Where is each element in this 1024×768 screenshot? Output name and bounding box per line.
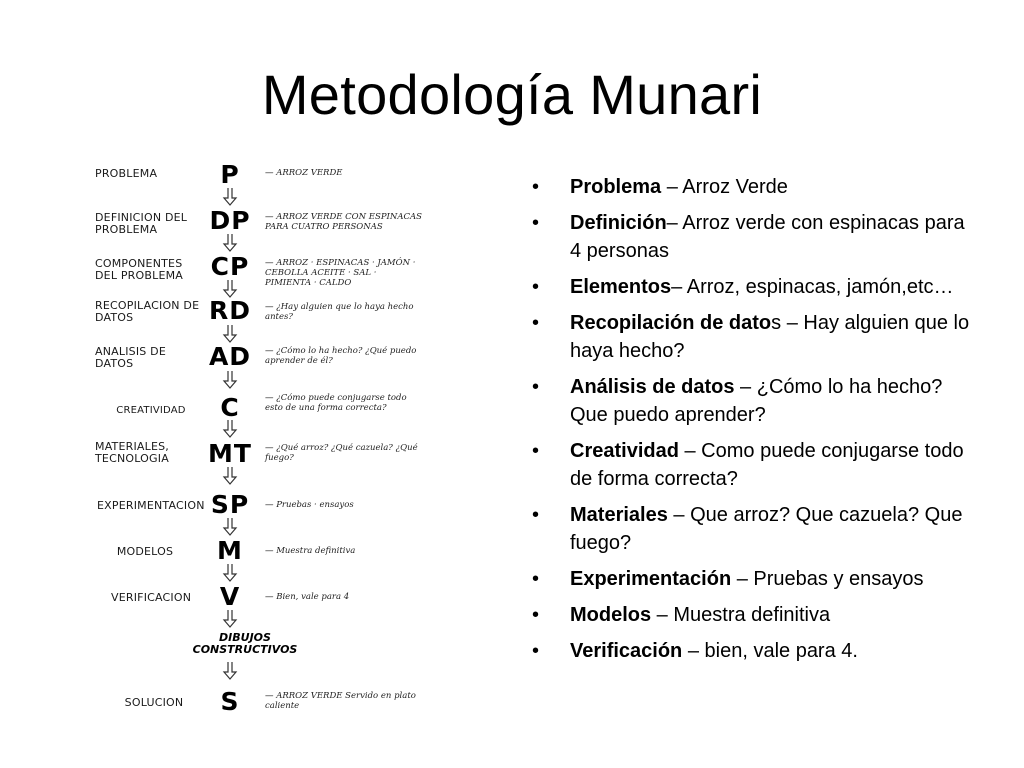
slide-title: Metodología Munari — [261, 63, 763, 126]
step-label: PROBLEMA — [95, 167, 158, 180]
item-description: – Que arroz? Que cazuela? Que fuego? — [570, 504, 963, 554]
step-letters: S — [220, 687, 240, 716]
step-note: — Pruebas · ensayos — [265, 500, 354, 510]
step-letters: AD — [208, 342, 252, 371]
step-label: DEFINICION DEL PROBLEMA — [95, 211, 188, 236]
step-letters: SP — [210, 490, 250, 519]
bullet-icon: • — [532, 568, 540, 590]
down-arrow-icon — [220, 420, 240, 438]
list-item — [532, 501, 972, 557]
step-note: — ARROZ VERDE CON ESPINACAS PARA CUATRO PERSONAS — [265, 212, 422, 232]
step-letters: M — [217, 536, 243, 565]
list-item — [532, 565, 972, 593]
list-item — [532, 437, 972, 493]
down-arrow-icon — [220, 662, 240, 680]
down-arrow-icon — [220, 325, 240, 343]
item-term: Análisis de datos — [570, 376, 735, 398]
step-note: — Muestra definitiva — [265, 546, 356, 556]
step-letters: V — [219, 582, 241, 611]
methodology-bullet-list — [532, 173, 972, 673]
down-arrow-icon — [220, 188, 240, 206]
item-description: s – Hay alguien que lo haya hecho? — [570, 312, 970, 362]
item-description: – Arroz Verde — [661, 176, 788, 198]
bullet-icon: • — [532, 376, 540, 398]
step-label: VERIFICACION — [111, 591, 192, 604]
step-letters: CP — [210, 252, 250, 281]
item-term: Modelos — [570, 604, 652, 626]
step-label: CREATIVIDAD — [116, 405, 186, 416]
item-description: – Arroz verde con espinacas para 4 personas — [570, 212, 965, 262]
bullet-icon: • — [532, 176, 540, 198]
item-term: Definición — [570, 212, 667, 234]
bullet-icon: • — [532, 504, 540, 526]
step-letters: MT — [208, 439, 252, 468]
step-note: — ARROZ · ESPINACAS · JAMÓN · CEBOLLA ACEITE · SAL · PIMIENTA · CALDO — [265, 258, 416, 288]
down-arrow-icon — [220, 371, 240, 389]
down-arrow-icon — [220, 234, 240, 252]
item-description: – Arroz, espinacas, jamón,etc… — [671, 276, 954, 298]
item-term: Materiales — [570, 504, 668, 526]
item-term: Problema — [570, 176, 662, 198]
step-label: SOLUCION — [124, 696, 184, 709]
step-letters: DP — [209, 206, 251, 235]
list-item — [532, 173, 972, 201]
step-note: — ¿Cómo lo ha hecho? ¿Qué puedo aprender de él? — [265, 346, 417, 366]
list-item — [532, 637, 972, 665]
item-description: – Como puede conjugarse todo de forma correcta? — [570, 440, 964, 490]
bullet-icon: • — [532, 440, 540, 462]
down-arrow-icon — [220, 610, 240, 628]
list-item — [532, 373, 972, 429]
step-label: COMPONENTES DEL PROBLEMA — [95, 257, 184, 282]
step-label: EXPERIMENTACION — [97, 499, 205, 512]
item-term: Creatividad — [570, 440, 679, 462]
list-item — [532, 601, 972, 629]
dibujos-constructivos-label: DIBUJOS CONSTRUCTIVOS — [192, 631, 298, 656]
step-label: ANALISIS DE DATOS — [95, 345, 166, 370]
item-description: – ¿Cómo lo ha hecho? Que puedo aprender? — [570, 376, 943, 426]
down-arrow-icon — [220, 564, 240, 582]
bullet-icon: • — [532, 212, 540, 234]
list-item — [532, 209, 972, 265]
step-label: MODELOS — [116, 545, 174, 558]
step-note: — Bien, vale para 4 — [265, 592, 350, 602]
item-description: – Muestra definitiva — [651, 604, 831, 626]
step-note: — ¿Cómo puede conjugarse todo esto de una forma correcta? — [265, 393, 407, 413]
list-item — [532, 309, 972, 365]
item-term: Experimentación — [570, 568, 732, 590]
item-term: Verificación — [570, 640, 683, 662]
bullet-icon: • — [532, 312, 540, 334]
step-label: RECOPILACION DE DATOS — [95, 299, 200, 324]
step-label: MATERIALES, TECNOLOGIA — [95, 440, 170, 465]
item-term: Recopilación de dato — [570, 312, 772, 334]
down-arrow-icon — [220, 518, 240, 536]
step-note: — ¿Qué arroz? ¿Qué cazuela? ¿Qué fuego? — [265, 443, 418, 463]
bullet-icon: • — [532, 640, 540, 662]
bullet-icon: • — [532, 604, 540, 626]
item-description: – bien, vale para 4. — [682, 640, 858, 662]
munari-diagram — [95, 150, 425, 730]
step-note: — ¿Hay alguien que lo haya hecho antes? — [265, 302, 414, 322]
item-description: – Pruebas y ensayos — [731, 568, 924, 590]
list-item — [532, 273, 972, 301]
item-term: Elementos — [570, 276, 672, 298]
step-letters: P — [220, 160, 240, 189]
down-arrow-icon — [220, 467, 240, 485]
bullet-icon: • — [532, 276, 540, 298]
step-note: — ARROZ VERDE — [265, 168, 343, 178]
step-note: — ARROZ VERDE Servido en plato caliente — [265, 691, 416, 711]
step-letters: C — [220, 393, 240, 422]
step-letters: RD — [208, 296, 251, 325]
